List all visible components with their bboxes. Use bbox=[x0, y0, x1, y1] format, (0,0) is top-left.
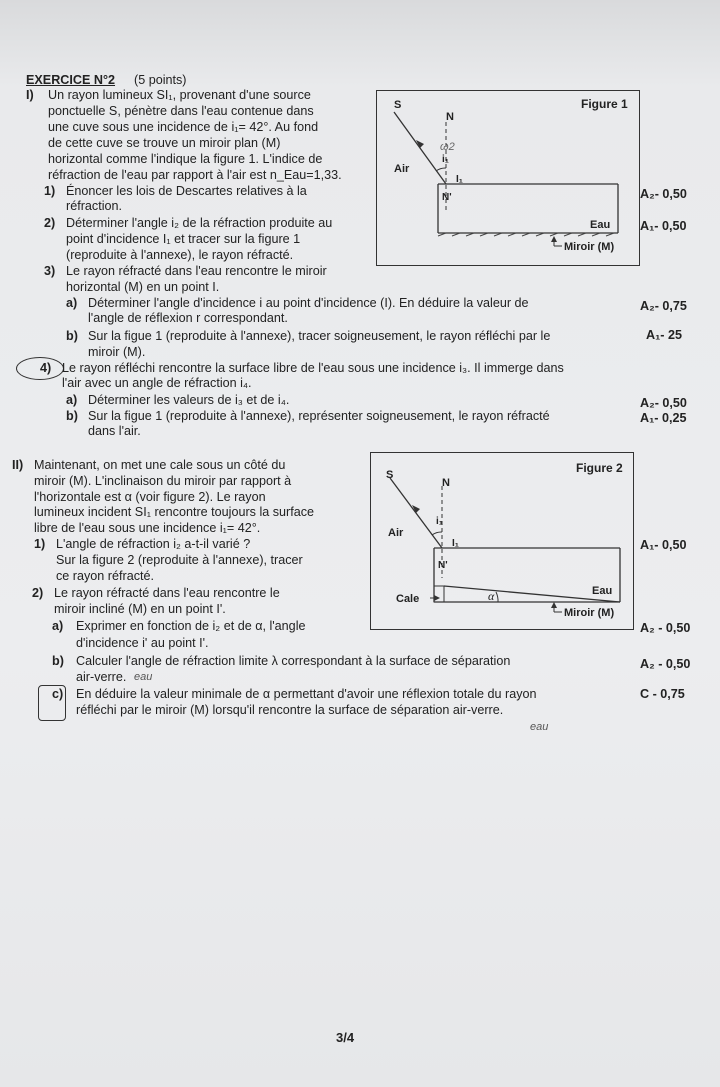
grade-p1-q3a: A₂- 0,75 bbox=[640, 299, 687, 313]
grade-p1-q1: A₂- 0,50 bbox=[640, 187, 687, 201]
p2-q2a-line: d'incidence i' au point I'. bbox=[76, 636, 209, 650]
label-miroir: Miroir (M) bbox=[564, 607, 615, 619]
p2-q2c-line: réfléchi par le miroir (M) lorsqu'il rencontre la surface de séparation air-verre. bbox=[76, 703, 504, 717]
grade-p1-q3b: A₁- 25 bbox=[646, 328, 683, 342]
handwritten-eau: eau bbox=[530, 721, 549, 733]
part1-intro-line: Un rayon lumineux SI₁, provenant d'une source bbox=[48, 88, 311, 102]
p1-q4-num: 4) bbox=[40, 361, 52, 375]
label-eau: Eau bbox=[590, 219, 611, 231]
label-air: Air bbox=[388, 527, 404, 539]
p1-q3-num: 3) bbox=[44, 264, 56, 278]
exercise-points: (5 points) bbox=[134, 73, 187, 87]
label-Nprime: N' bbox=[442, 192, 452, 203]
p1-q3a-line: Déterminer l'angle d'incidence i au point d'incidence (I). En déduire la valeur de bbox=[88, 296, 529, 310]
part1-intro-line: de cette cuve se trouve un miroir plan (M) bbox=[48, 136, 281, 150]
p2-q2a-line: Exprimer en fonction de i₂ et de α, l'angle bbox=[76, 619, 306, 633]
p2-q1-line: Sur la figure 2 (reproduite à l'annexe), tracer bbox=[56, 553, 303, 567]
pencil-note: ω2 bbox=[440, 141, 455, 153]
p2-q2c-num: c) bbox=[52, 687, 64, 701]
figure-1-title: Figure 1 bbox=[581, 97, 628, 111]
p2-q2b-line: Calculer l'angle de réfraction limite λ correspondant à la surface de séparation bbox=[76, 654, 511, 668]
part1-intro-line: réfraction de l'eau par rapport à l'air est n_Eau=1,33. bbox=[48, 168, 342, 182]
grade-p1-q4a: A₂- 0,50 bbox=[640, 396, 687, 410]
label-alpha: α bbox=[488, 589, 495, 603]
p1-q4b-num: b) bbox=[66, 409, 78, 423]
p1-q2-line: (reproduite à l'annexe), le rayon réfracté. bbox=[66, 248, 294, 262]
label-N: N bbox=[446, 111, 454, 123]
part1-intro-line: horizontal comme l'indique la figure 1. L'indice de bbox=[48, 152, 323, 166]
p1-q4b-line: Sur la figue 1 (reproduite à l'annexe), représenter soigneusement, le rayon réfracté bbox=[88, 409, 550, 423]
part2-roman: II) bbox=[12, 458, 24, 472]
p1-q3a-num: a) bbox=[66, 296, 78, 310]
part2-intro-line: Maintenant, on met une cale sous un côté du bbox=[34, 458, 286, 472]
label-miroir: Miroir (M) bbox=[564, 241, 615, 253]
p1-q4a-text: Déterminer les valeurs de i₃ et de i₄. bbox=[88, 393, 290, 407]
p1-q1-num: 1) bbox=[44, 184, 56, 198]
grade-p2-q2a: A₂ - 0,50 bbox=[640, 621, 691, 635]
part1-intro-line: ponctuelle S, pénètre dans l'eau contenue dans bbox=[48, 104, 314, 118]
p2-q1-line: L'angle de réfraction i₂ a-t-il varié ? bbox=[56, 537, 251, 551]
p1-q1-line: Énoncer les lois de Descartes relatives à la bbox=[66, 184, 307, 198]
grade-p1-q2: A₁- 0,50 bbox=[640, 219, 687, 233]
p1-q4-line: Le rayon réfléchi rencontre la surface libre de l'eau sous une incidence i₃. Il immerge dans bbox=[62, 361, 564, 375]
p2-q2-line: Le rayon réfracté dans l'eau rencontre le bbox=[54, 586, 280, 600]
p1-q3a-line: l'angle de réflexion r correspondant. bbox=[88, 311, 288, 325]
p1-q1-line: réfraction. bbox=[66, 199, 122, 213]
p2-q2a-num: a) bbox=[52, 619, 64, 633]
p1-q4a-num: a) bbox=[66, 393, 78, 407]
figure-2-title: Figure 2 bbox=[576, 461, 623, 475]
part2-intro-line: miroir (M). L'inclinaison du miroir par rapport à bbox=[34, 474, 292, 488]
page-number: 3/4 bbox=[336, 1030, 355, 1045]
p2-q2-num: 2) bbox=[32, 586, 44, 600]
label-S: S bbox=[394, 99, 402, 111]
label-N: N bbox=[442, 477, 450, 489]
p1-q3-line: Le rayon réfracté dans l'eau rencontre le miroir bbox=[66, 264, 327, 278]
p1-q3b-line: Sur la figue 1 (reproduite à l'annexe), tracer soigneusement, le rayon réfléchi par le bbox=[88, 329, 551, 343]
part2-intro-line: libre de l'eau sous une incidence i₁= 42°. bbox=[34, 521, 261, 535]
p2-q2b-num: b) bbox=[52, 654, 64, 668]
label-Nprime: N' bbox=[438, 560, 448, 571]
figure-1 bbox=[376, 90, 640, 266]
p2-q1-line: ce rayon réfracté. bbox=[56, 569, 154, 583]
handwritten-eau: eau bbox=[134, 671, 153, 683]
p1-q3-line: horizontal (M) en un point I. bbox=[66, 280, 220, 294]
grade-p1-q4b: A₁- 0,25 bbox=[640, 411, 687, 425]
p1-q3b-line: miroir (M). bbox=[88, 345, 146, 359]
p2-q1-num: 1) bbox=[34, 537, 46, 551]
part2-intro-line: lumineux incident SI₁ rencontre toujours la surface bbox=[34, 505, 315, 519]
label-i1: i₁ bbox=[442, 154, 449, 165]
label-i1: i₁ bbox=[436, 516, 443, 527]
label-I1: I₁ bbox=[452, 538, 459, 549]
p2-q2-line: miroir incliné (M) en un point I'. bbox=[54, 602, 226, 616]
exercise-title: EXERCICE N°2 bbox=[26, 73, 116, 87]
label-S: S bbox=[386, 469, 394, 481]
part1-roman: I) bbox=[26, 88, 34, 102]
part2-intro-line: l'horizontale est α (voir figure 2). Le rayon bbox=[34, 490, 266, 504]
p2-q2c-line: En déduire la valeur minimale de α permettant d'avoir une réflexion totale du rayon bbox=[76, 687, 537, 701]
grade-p2-q1: A₁- 0,50 bbox=[640, 538, 687, 552]
label-cale: Cale bbox=[396, 593, 420, 605]
p1-q4-line: l'air avec un angle de réfraction i₄. bbox=[62, 376, 252, 390]
label-eau: Eau bbox=[592, 585, 613, 597]
p2-q2b-line: air-verre. bbox=[76, 670, 127, 684]
grade-p2-q2c: C - 0,75 bbox=[640, 687, 685, 701]
part1-intro-line: une cuve sous une incidence de i₁= 42°. Au fond bbox=[48, 120, 319, 134]
figure-2 bbox=[370, 452, 634, 630]
grade-p2-q2b: A₂ - 0,50 bbox=[640, 657, 691, 671]
label-I1: I₁ bbox=[456, 174, 463, 185]
p1-q2-line: Déterminer l'angle i₂ de la réfraction produite au bbox=[66, 216, 333, 230]
label-air: Air bbox=[394, 163, 410, 175]
p1-q3b-num: b) bbox=[66, 329, 78, 343]
p1-q2-line: point d'incidence I₁ et tracer sur la figure 1 bbox=[66, 232, 301, 246]
p1-q2-num: 2) bbox=[44, 216, 56, 230]
p1-q4b-line: dans l'air. bbox=[88, 424, 141, 438]
